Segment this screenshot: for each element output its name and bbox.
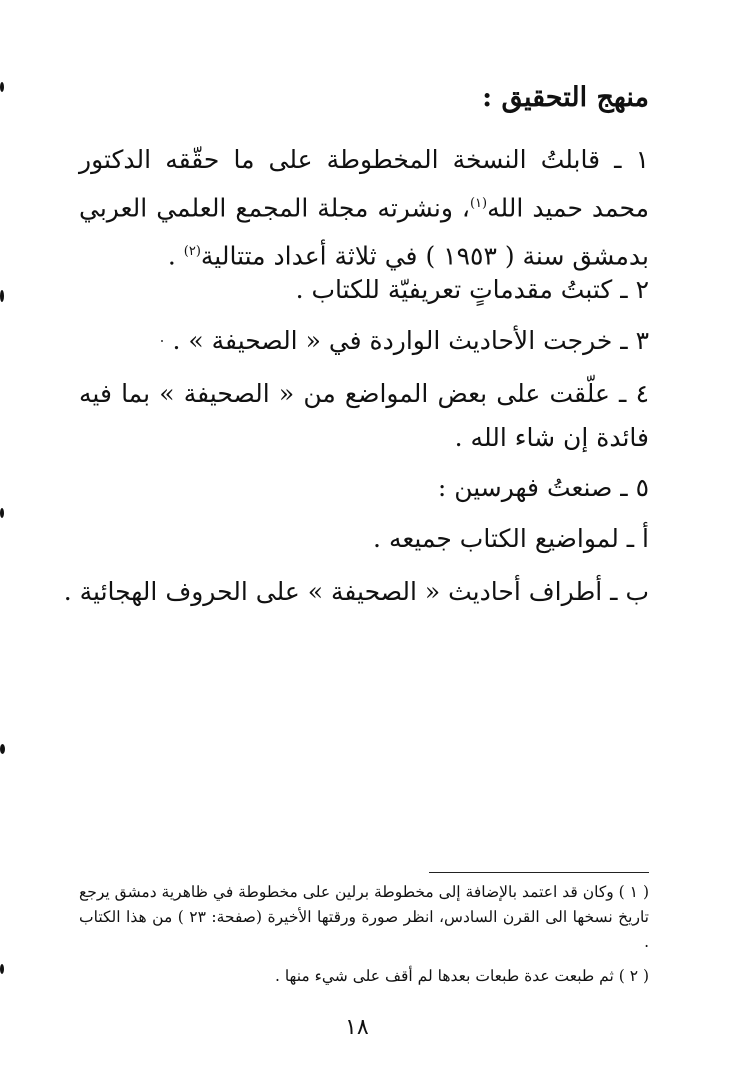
- item-1-text-end: .: [167, 241, 184, 271]
- scan-edge-mark: [0, 82, 4, 92]
- footnote-ref-1: (١): [469, 196, 488, 211]
- footnote-ref-2: (٢): [183, 244, 201, 260]
- item-5a: أ ـ لمواضيع الكتاب جميعه .: [373, 524, 649, 553]
- item-1-text-a: ١ ـ قابلتُ النسخة المخطوطة على ما حقّقه الدكتور محمد حميد الله: [79, 145, 649, 223]
- scan-edge-mark: [0, 508, 4, 518]
- section-heading: منهج التحقيق :: [482, 82, 649, 113]
- item-5b: ب ـ أطراف أحاديث « الصحيفة » على الحروف الهجائية .: [63, 577, 649, 606]
- scan-edge-mark: [0, 290, 4, 302]
- footnote-2: ( ٢ ) ثم طبعت عدة طبعات بعدها لم أقف على شيء منها .: [274, 967, 649, 985]
- item-2: ٢ ـ كتبتُ مقدماتٍ تعريفيّة للكتاب .: [295, 275, 649, 304]
- item-5: ٥ ـ صنعتُ فهرسين :: [437, 473, 649, 502]
- scan-edge-mark: [0, 744, 5, 754]
- item-1-text-b: ، ونشرته مجلة المجمع العلمي العربي بدمشق سنة ( ١٩٥٣ ) في ثلاثة أعداد متتالية: [79, 193, 649, 271]
- footnote-divider: [429, 872, 649, 873]
- scan-edge-mark: [0, 964, 4, 974]
- item-1: [79, 138, 649, 279]
- page-number: ١٨: [345, 1015, 369, 1040]
- footnote-1: ( ١ ) وكان قد اعتمد بالإضافة إلى مخطوطة برلين على مخطوطة في ظاهرية دمشق يرجع تاريخ نسخها الى القرن السادس، انظر صورة ورقتها الأخيرة (صفحة: ٢٣ ) من هذا الكتاب .: [79, 883, 649, 951]
- item-4: ٤ ـ علّقت على بعض المواضع من « الصحيفة » بما فيه فائدة إن شاء الله .: [79, 379, 649, 452]
- item-3: ٣ ـ خرجت الأحاديث الواردة في « الصحيفة » .: [172, 326, 649, 355]
- scan-speck: [161, 340, 163, 342]
